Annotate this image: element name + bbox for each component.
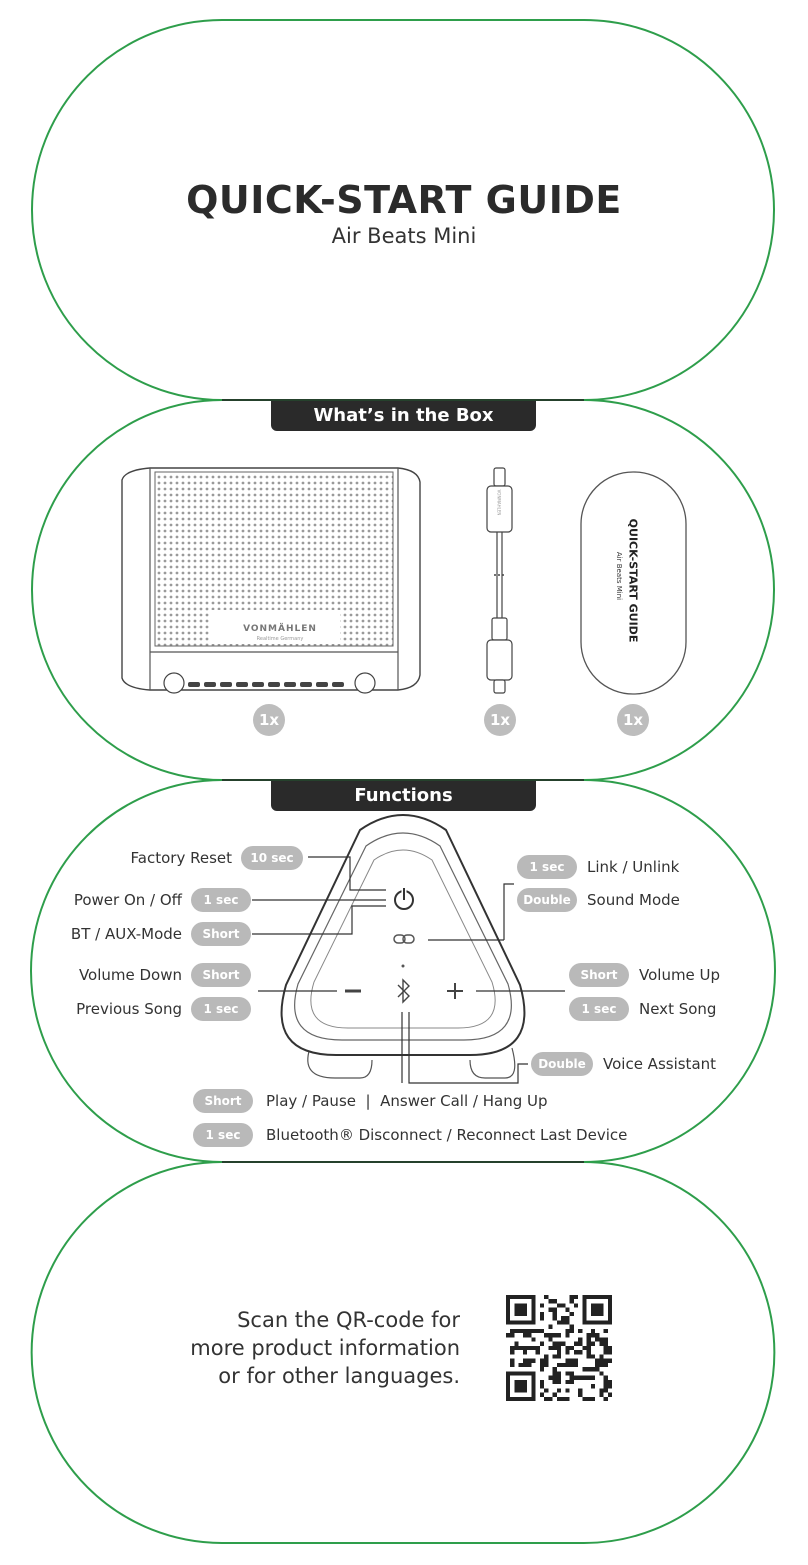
power-pill: 1 sec [191, 888, 251, 912]
next-song-label: Next Song [639, 1000, 717, 1018]
product-name: Air Beats Mini [331, 224, 477, 248]
play-pause-label: Play / Pause | Answer Call / Hang Up [266, 1092, 548, 1110]
scan-instructions [190, 1306, 460, 1390]
box-banner: What’s in the Box [271, 401, 536, 431]
voice-assistant-pill: Double [531, 1052, 593, 1076]
bt-disconnect-pill: 1 sec [193, 1123, 253, 1147]
bt-aux-label: BT / AUX-Mode [70, 925, 182, 943]
booklet-subtitle: Air Beats Mini [615, 551, 623, 601]
speaker-brand: VONMÄHLEN [243, 624, 317, 634]
power-label: Power On / Off [73, 891, 182, 909]
page-title: QUICK-START GUIDE [186, 178, 622, 222]
booklet-title: QUICK-START GUIDE [626, 518, 640, 643]
sound-mode-pill: Double [517, 888, 577, 912]
volume-up-pill: Short [569, 963, 629, 987]
link-label: Link / Unlink [587, 858, 680, 876]
previous-song-pill: 1 sec [191, 997, 251, 1021]
qr-code[interactable] [506, 1295, 612, 1401]
bt-aux-pill: Short [191, 922, 251, 946]
sound-mode-label: Sound Mode [587, 891, 680, 909]
scan-line-1: Scan the QR-code for [237, 1308, 460, 1332]
previous-song-label: Previous Song [76, 1000, 182, 1018]
next-song-pill: 1 sec [569, 997, 629, 1021]
cable-brand: VONMAHLEN [496, 489, 502, 516]
volume-up-label: Volume Up [639, 966, 721, 984]
voice-assistant-label: Voice Assistant [603, 1055, 717, 1073]
factory-reset-pill: 10 sec [241, 846, 303, 870]
volume-down-label: Volume Down [78, 966, 182, 984]
scan-line-2: more product information [190, 1336, 460, 1360]
link-pill: 1 sec [517, 855, 577, 879]
play-pause-pill: Short [193, 1089, 253, 1113]
cable-quantity: 1x [484, 704, 516, 736]
bt-disconnect-label: Bluetooth® Disconnect / Reconnect Last Device [266, 1126, 628, 1144]
speaker-tagline: Realtime Germany [256, 636, 304, 642]
volume-down-pill: Short [191, 963, 251, 987]
speaker-quantity: 1x [253, 704, 285, 736]
scan-line-3: or for other languages. [218, 1364, 460, 1388]
functions-banner: Functions [271, 781, 536, 811]
guide-quantity: 1x [617, 704, 649, 736]
factory-reset-label: Factory Reset [130, 849, 232, 867]
